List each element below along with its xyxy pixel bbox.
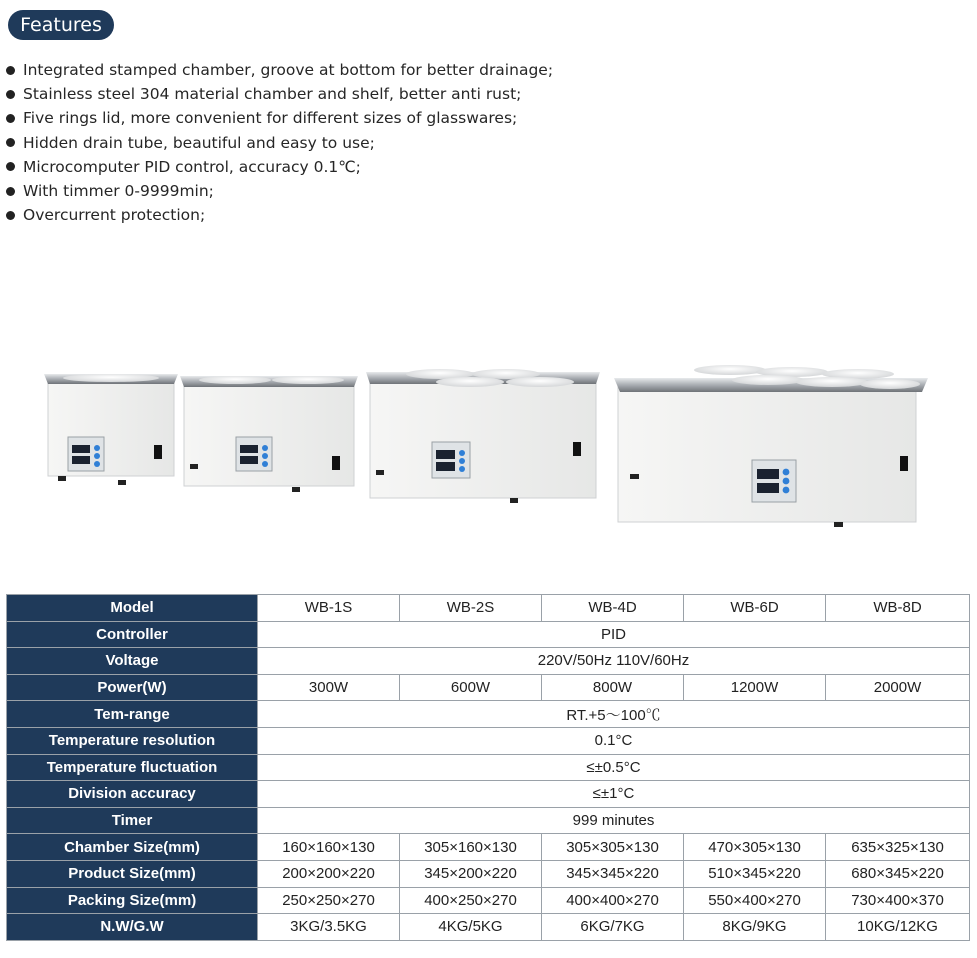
feature-item — [6, 131, 553, 155]
feature-text: With timmer 0-9999min; — [23, 182, 214, 201]
row-label: Voltage — [7, 648, 258, 675]
table-row — [7, 807, 970, 834]
row-label: Controller — [7, 621, 258, 648]
table-cell: 4KG/5KG — [400, 914, 542, 941]
table-row — [7, 887, 970, 914]
features-list — [6, 58, 553, 227]
row-label: Packing Size(mm) — [7, 887, 258, 914]
water-bath-wb-1s — [44, 374, 178, 485]
feature-item — [6, 155, 553, 179]
table-cell: 345×345×220 — [542, 860, 684, 887]
feature-text: Stainless steel 304 material chamber and shelf, better anti rust; — [23, 85, 522, 104]
table-cell: 250×250×270 — [258, 887, 400, 914]
feature-item — [6, 58, 553, 82]
table-row — [7, 595, 970, 622]
feature-item — [6, 179, 553, 203]
table-cell: 1200W — [684, 674, 826, 701]
table-cell: 635×325×130 — [826, 834, 970, 861]
water-bath-wb-4d — [366, 369, 600, 503]
table-cell: 305×160×130 — [400, 834, 542, 861]
table-cell: WB-8D — [826, 595, 970, 622]
water-bath-wb-2s — [180, 376, 358, 492]
row-label: N.W/G.W — [7, 914, 258, 941]
bullet-icon — [6, 114, 15, 123]
table-row — [7, 914, 970, 941]
feature-text: Microcomputer PID control, accuracy 0.1℃; — [23, 157, 361, 176]
feature-item — [6, 203, 553, 227]
table-row — [7, 860, 970, 887]
table-cell-merged: 0.1°C — [258, 727, 970, 754]
table-cell: 600W — [400, 674, 542, 701]
table-cell: 730×400×370 — [826, 887, 970, 914]
table-cell: WB-4D — [542, 595, 684, 622]
table-cell: 305×305×130 — [542, 834, 684, 861]
row-label: Temperature resolution — [7, 727, 258, 754]
table-cell: 470×305×130 — [684, 834, 826, 861]
table-cell: 10KG/12KG — [826, 914, 970, 941]
row-label: Chamber Size(mm) — [7, 834, 258, 861]
table-cell: WB-1S — [258, 595, 400, 622]
table-cell-merged: 999 minutes — [258, 807, 970, 834]
table-row — [7, 754, 970, 781]
feature-text: Overcurrent protection; — [23, 206, 206, 225]
row-label: Model — [7, 595, 258, 622]
table-cell: 6KG/7KG — [542, 914, 684, 941]
bullet-icon — [6, 66, 15, 75]
table-cell: 160×160×130 — [258, 834, 400, 861]
table-cell: 510×345×220 — [684, 860, 826, 887]
table-row — [7, 781, 970, 808]
table-cell: 2000W — [826, 674, 970, 701]
row-label: Power(W) — [7, 674, 258, 701]
table-row — [7, 727, 970, 754]
table-cell: 800W — [542, 674, 684, 701]
bullet-icon — [6, 211, 15, 220]
bullet-icon — [6, 187, 15, 196]
table-cell: 400×250×270 — [400, 887, 542, 914]
feature-item — [6, 82, 553, 106]
table-cell-merged: PID — [258, 621, 970, 648]
table-cell-merged: 220V/50Hz 110V/60Hz — [258, 648, 970, 675]
row-label: Timer — [7, 807, 258, 834]
table-cell: 300W — [258, 674, 400, 701]
table-cell: 680×345×220 — [826, 860, 970, 887]
table-cell: WB-2S — [400, 595, 542, 622]
water-bath-wb-6d — [614, 365, 928, 527]
table-row — [7, 701, 970, 728]
feature-item — [6, 106, 553, 130]
spec-table — [6, 594, 970, 941]
row-label: Temperature fluctuation — [7, 754, 258, 781]
row-label: Tem-range — [7, 701, 258, 728]
table-cell: 345×200×220 — [400, 860, 542, 887]
bullet-icon — [6, 138, 15, 147]
table-cell-merged: RT.+5～100℃ — [258, 701, 970, 728]
table-cell: 550×400×270 — [684, 887, 826, 914]
table-row — [7, 834, 970, 861]
table-cell: 8KG/9KG — [684, 914, 826, 941]
feature-text: Five rings lid, more convenient for different sizes of glasswares; — [23, 109, 518, 128]
features-heading: Features — [8, 10, 114, 40]
table-cell-merged: ≤±0.5°C — [258, 754, 970, 781]
table-cell: 400×400×270 — [542, 887, 684, 914]
feature-text: Hidden drain tube, beautiful and easy to use; — [23, 133, 375, 152]
product-photo — [40, 350, 940, 535]
bullet-icon — [6, 90, 15, 99]
table-cell: WB-6D — [684, 595, 826, 622]
table-cell: 200×200×220 — [258, 860, 400, 887]
table-cell-merged: ≤±1°C — [258, 781, 970, 808]
row-label: Product Size(mm) — [7, 860, 258, 887]
table-row — [7, 648, 970, 675]
row-label: Division accuracy — [7, 781, 258, 808]
table-row — [7, 621, 970, 648]
feature-text: Integrated stamped chamber, groove at bottom for better drainage; — [23, 61, 554, 79]
table-cell: 3KG/3.5KG — [258, 914, 400, 941]
bullet-icon — [6, 162, 15, 171]
table-row — [7, 674, 970, 701]
